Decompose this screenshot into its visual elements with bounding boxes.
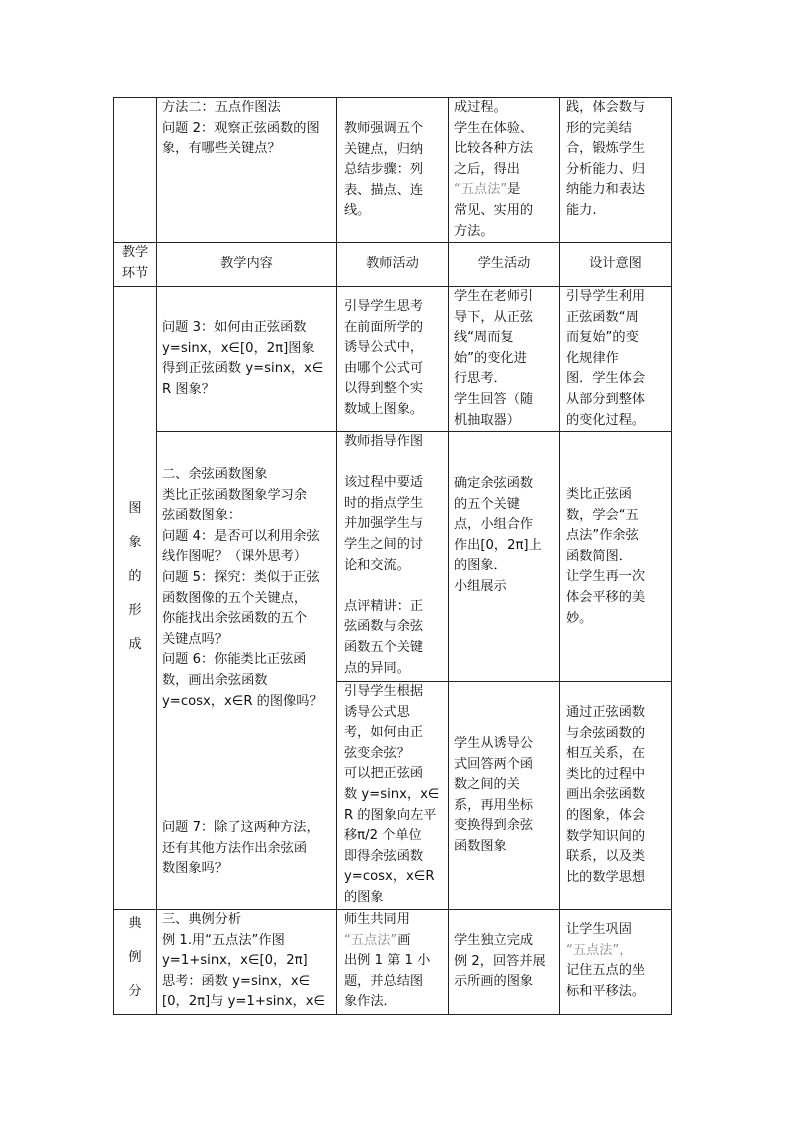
header-student: 学生活动 bbox=[477, 256, 531, 271]
formation-r1-content: 问题 3：如何由正弦函数 y=sinx，x∈[0，2π]图象 得到正弦函数 y=sinx，x∈ R 图象？ bbox=[162, 320, 324, 397]
formation-r2-teacher: 教师指导作图 该过程中要适 时的指点学生 并加强学生与 学生之间的讨 论和交流。 点评精讲：正 弦函数与余弦 函数五个关键 点的异同。 bbox=[344, 434, 424, 676]
examples-teacher: 师生共同用 “五点法”画 出例 1 第 1 小 题，并总结图 象作法． bbox=[344, 912, 431, 1010]
examples-student: 学生独立完成 例 2，回答并展 示所画的图象 bbox=[454, 933, 546, 990]
formation-r3-student: 学生从诱导公 式回答两个函 数之间的关 系，再用坐标 变换得到余弦 函数图象 bbox=[454, 736, 534, 854]
formation-r3-intent: 通过正弦函数 与余弦函数的 相互关系，在 类比的过程中 画出余弦函数 的图象，体会 数学知识间的 联系，以及类 比的数学思想 bbox=[566, 705, 646, 885]
examples-intent: 让学生巩固 “五点法”， 记住五点的坐 标和平移法。 bbox=[566, 922, 646, 999]
header-intent: 设计意图 bbox=[589, 256, 642, 271]
section-label-formation: 图 象 的 形 成 bbox=[128, 501, 142, 652]
formation-r3-content: 问题 7：除了这两种方法， 还有其他方法作出余弦函 数图象吗？ bbox=[162, 820, 320, 877]
section-label-examples: 典 例 分 bbox=[128, 916, 142, 999]
formation-r1-teacher: 引导学生思考 在前面所学的 诱导公式中， 由哪个公式可 以得到整个实 数域上图象。 bbox=[344, 299, 424, 417]
row0-content: 方法二：五点作图法 问题 2：观察正弦函数的图 象，有哪些关键点？ bbox=[162, 100, 320, 157]
examples-content: 三、典例分析 例 1.用“五点法”作图 y=1+sinx，x∈[0，2π] 思考：函数 y=sinx，x∈ [0，2π]与 y=1+sinx，x∈ bbox=[162, 912, 326, 1010]
formation-r1-intent: 引导学生利用 正弦函数“周 而复始”的变 化规律作 图．学生体会 从部分到整体 的变化过程。 bbox=[566, 289, 646, 428]
formation-r2-intent: 类比正弦函 数，学会“五 点法”作余弦 函数简图． 让学生再一次 体会平移的美 妙。 bbox=[566, 487, 646, 626]
header-content: 教学内容 bbox=[220, 256, 273, 271]
row0-student: 成过程。 学生在体验、 比较各种方法 之后，得出 “五点法”是 常见、实用的 方法。 bbox=[454, 100, 534, 239]
row0-teacher: 教师强调五个 关键点，归纳 总结步骤：列 表、描点、连 线。 bbox=[344, 121, 424, 219]
formation-r3-teacher: 引导学生根据 诱导公式思 考，如何由正 弦变余弦？ 可以把正弦函 数 y=sinx，x∈ R 的图象向左平 移π/2 个单位 即得余弦函数 y=cosx，x∈R 的图象 bbox=[344, 684, 440, 905]
header-stage: 教学 环节 bbox=[121, 245, 149, 281]
formation-r2-content: 二、余弦函数图象 类比正弦函数图象学习余 弦函数图象： 问题 4：是否可以利用余弦 线作图呢？（课外思考） 问题 5：探究：类似于正弦 函数图像的五个关键点， 你能找出余弦函数的五个 关键点吗？ 问题 6：你能类比正弦函 数，画出余弦函数 y=cosx，x∈R 的图像吗？ bbox=[162, 467, 323, 709]
row0-intent: 践，体会数与 形的完美结 合，锻炼学生 分析能力、归 纳能力和表达 能力. bbox=[566, 100, 646, 218]
formation-r2-student: 确定余弦函数 的五个关键 点，小组合作 作出[0，2π]上 的图象． 小组展示 bbox=[454, 476, 542, 594]
formation-r1-student: 学生在老师引 导下，从正弦 线“周而复 始”的变化进 行思考． 学生回答（随 机抽取器） bbox=[454, 289, 534, 428]
header-teacher: 教师活动 bbox=[366, 256, 419, 271]
